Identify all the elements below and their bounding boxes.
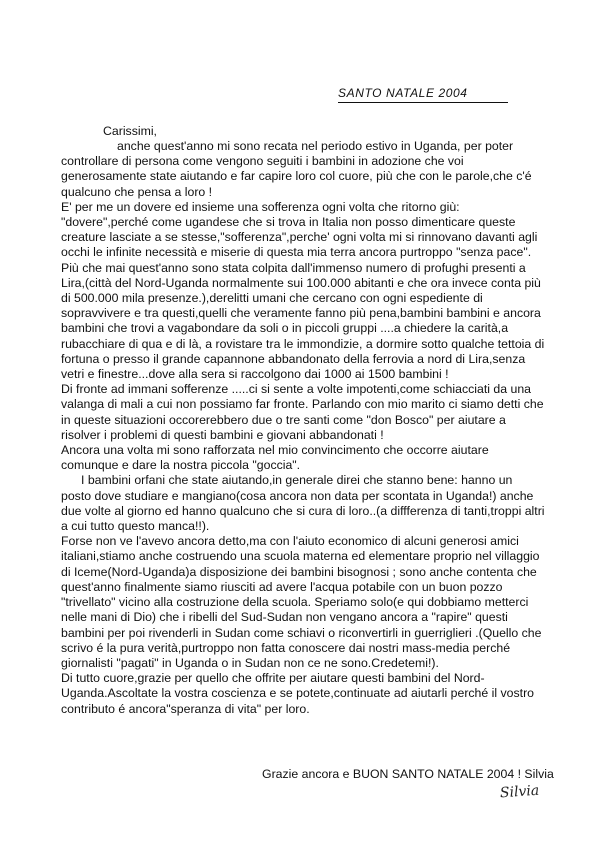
letter-body xyxy=(61,139,545,717)
paragraph: I bambini orfani che state aiutando,in generale direi che stanno bene: hanno un posto dove studiare e mangiano(cosa ancora non data per scontata in Uganda!) anche due volte al giorno ed hanno qualcuno che si cura di loro..(a diffferenza di tanti,troppi altri a cui tutto questo manca!!). xyxy=(61,473,545,534)
paragraph: Di fronte ad immani sofferenze .....ci si sente a volte impotenti,come schiacciati da una valanga di mali a cui non possiamo far fronte. Parlando con mio marito ci siamo detti che in queste situazioni occorerebbero due o tre santi come "don Bosco" per aiutare a risolver i problemi di questi bambini e giovani abbandonati ! xyxy=(61,382,544,442)
paragraph: Forse non ve l'avevo ancora detto,ma con l'aiuto economico di alcuni generosi amici italiani,stiamo anche costruendo una scuola materna ed elementare proprio nel villaggio di Iceme(Nord-Uganda)a disposizione dei bambini bisognosi ; sono anche contenta che quest'anno finalmente siamo riusciti ad avere l'acqua potabile con un buon pozzo "trivellato" vicino alla costruzione della scuola. Speriamo solo(e qui dobbiamo metterci nelle mani di Dio) che i ribelli del Sud-Sudan non vengano ancora a "rapire" questi bambini per poi rivenderli in Sudan come schiavi o riconvertirli in guerriglieri .(Quello che scrivo é la pura verità,purtroppo non fatta conoscere dai nostri mass-media perché giornalisti "pagati" in Uganda o in Sudan non ce ne sono.Credetemi!). xyxy=(61,534,542,670)
salutation: Carissimi, xyxy=(103,124,157,138)
paragraph: E' per me un dovere ed insieme una sofferenza ogni volta che ritorno giù: "dovere",perché come ugandese che si trova in Italia non posso dimenticare queste creature lasciate a se stesse,"sofferenza",perche' ogni volta mi si rinnovano davanti agli occhi le infinite necessità e miserie di questa mia terra ancora purtroppo "senza pace". xyxy=(61,199,538,260)
paragraph: anche quest'anno mi sono recata nel periodo estivo in Uganda, per poter controllare di persona come vengono seguiti i bambini in adozione che voi generosamente state aiutando e far capire loro col cuore, più che con le parole,che c'é qualcuno che pensa a loro ! xyxy=(61,139,532,199)
paragraph: Ancora una volta mi sono rafforzata nel mio convincimento che occorre aiutare comunque e dare la nostra piccola "goccia". xyxy=(61,443,489,473)
letter-title: SANTO NATALE 2004 xyxy=(338,86,508,103)
closing-line: Grazie ancora e BUON SANTO NATALE 2004 ! Silvia xyxy=(262,767,554,781)
handwritten-signature: Silvia xyxy=(499,782,540,802)
paragraph: Di tutto cuore,grazie per quello che offrite per aiutare questi bambini del Nord-Uganda.Ascoltate la vostra coscienza e se potete,continuate ad aiutarli perché il vostro contributo é ancora"speranza di vita" per loro. xyxy=(61,671,535,716)
paragraph: Più che mai quest'anno sono stata colpita dall'immenso numero di profughi presenti a Lira,(città del Nord-Uganda normalmente sui 100.000 abitanti e che ora invece conta più di 500.000 mila presenze.),derelitti umani che cercano con ogni espediente di sopravvivere e tra questi,quelli che veramente fanno più pena,bambini bambini e ancora bambini che trovi a vagabondare da soli o in piccoli gruppi ....a chiedere la carità,a rubacchiare di qua e di là, a rovistare tra le immondizie, a dormire sotto qualche tettoia di fortuna o presso il grande capannone abbandonato della ferrovia a nord di Lira,senza vetri e finestre...dove alla sera si raccolgono dai 1000 ai 1500 bambini ! xyxy=(61,260,545,382)
